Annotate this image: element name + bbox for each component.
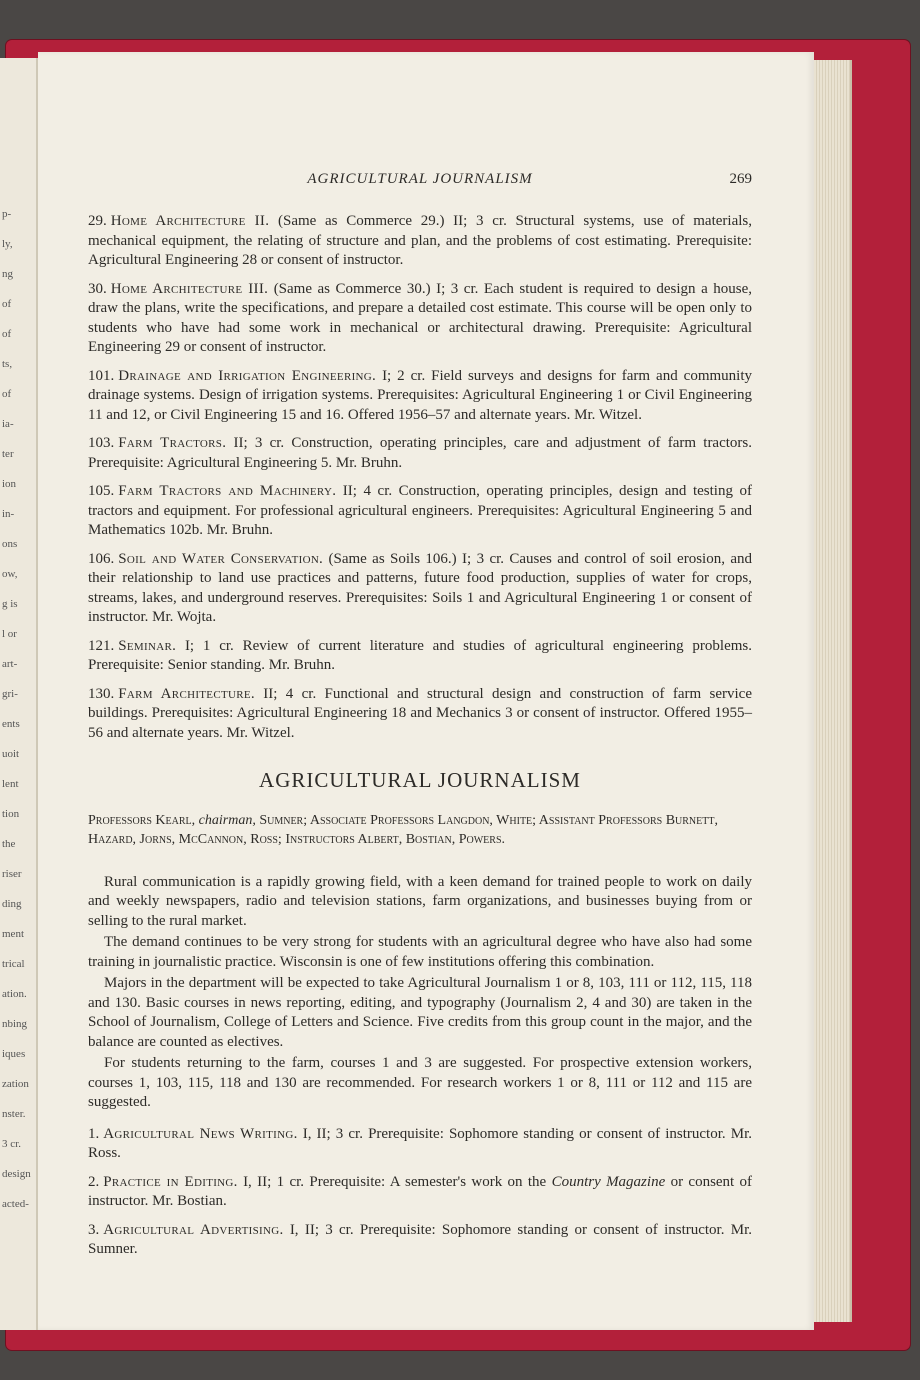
previous-page-fragment: the: [2, 838, 16, 850]
publication-title: Country Magazine: [551, 1173, 666, 1190]
course-entry: [88, 1173, 752, 1212]
course-number: 101.: [88, 367, 115, 384]
course-description: I, II; 3 cr. Prerequisite: Sophomore standing or consent of instructor. Mr. Sumner.: [88, 1221, 752, 1257]
course-name: Agricultural News Writing.: [103, 1125, 298, 1142]
faculty-chair-name: Professors Kearl,: [88, 812, 196, 828]
page-content: [88, 170, 752, 1269]
course-description: (Same as Commerce 30.) I; 3 cr. Each student is required to design a house, draw the plans, write the specifications, and prepare a detailed cost estimate. This course will be open only to students who have had some work in mechanical or architectural drawing. Prerequisite: Agricultural Engineering 29 or consent of instructor.: [88, 280, 752, 355]
previous-page-fragment: ia-: [2, 418, 14, 430]
course-number: 29.: [88, 213, 107, 229]
intro-paragraph: For students returning to the farm, courses 1 and 3 are suggested. For prospective extension workers, courses 1, 103, 115, 118 and 130 are recommended. For research workers 1 or 8, 111 or 112 and 115 are suggested.: [88, 1055, 752, 1110]
course-description: II; 4 cr. Functional and structural design and construction of farm service buildings. Prerequisites: Agricultural Engineering 18 and Mechanics 3 or consent of instructor. Offered 1955–56 and alternate years. Mr. Witzel.: [88, 685, 752, 741]
course-description-end: or consent of instructor. Mr. Bostian.: [88, 1173, 753, 1209]
course-entry: [88, 637, 752, 676]
section-intro: [88, 873, 752, 1113]
course-name: Drainage and Irrigation Engineering.: [118, 367, 377, 384]
previous-page-fragment: ts,: [2, 358, 13, 370]
course-name: Farm Tractors.: [118, 435, 227, 451]
previous-page-fragment: art-: [2, 658, 18, 670]
previous-page-fragment: ding: [2, 898, 22, 910]
course-number: 3.: [88, 1221, 100, 1238]
previous-page-fragment: of: [2, 328, 12, 340]
running-head: [88, 170, 752, 194]
course-entry: [88, 367, 752, 426]
course-name: Farm Tractors and Machinery.: [118, 483, 337, 499]
previous-page-fragment: gri-: [2, 688, 18, 700]
previous-page-fragment: ation.: [2, 988, 27, 1000]
course-entry: [88, 212, 752, 271]
course-number: 106.: [88, 550, 115, 567]
previous-page-fragment: acted-: [2, 1198, 29, 1210]
course-description: I, II; 1 cr. Prerequisite: A semester's work on the: [243, 1173, 547, 1190]
previous-page-fragment: 3 cr.: [2, 1138, 21, 1150]
course-description: I; 1 cr. Review of current literature and studies of agricultural engineering problems. Prerequisite: Senior standing. Mr. Bruhn.: [88, 637, 752, 673]
course-entry: [88, 1221, 752, 1260]
course-number: 2.: [88, 1173, 100, 1190]
faculty-list: [88, 811, 752, 849]
course-number: 103.: [88, 435, 115, 451]
previous-page-fragment: ment: [2, 928, 24, 940]
previous-page-fragment: nster.: [2, 1108, 26, 1120]
course-name: Agricultural Advertising.: [103, 1221, 284, 1238]
course-list-bottom: [88, 1125, 752, 1260]
faculty-members: Sumner; Associate Professors Langdon, White; Assistant Professors Burnett, Hazard, Jorns, McCannon, Ross; Instructors Albert, Bostian, Powers.: [88, 812, 718, 847]
running-head-title: AGRICULTURAL JOURNALISM: [307, 171, 533, 187]
previous-page-fragment: iques: [2, 1048, 26, 1060]
previous-page-fragment: ly,: [2, 238, 13, 250]
course-name: Soil and Water Conservation.: [118, 550, 324, 567]
previous-page-fragment: lent: [2, 778, 19, 790]
previous-page-fragment: in-: [2, 508, 15, 520]
course-name: Farm Architecture.: [118, 685, 255, 702]
previous-page-fragment: ons: [2, 538, 18, 550]
previous-page-fragment: tion: [2, 808, 20, 820]
previous-page-fragment: ow,: [2, 568, 18, 580]
course-number: 130.: [88, 685, 115, 702]
previous-page-fragment: ter: [2, 448, 14, 460]
page-fore-edge: [814, 60, 852, 1322]
course-description: I; 2 cr. Field surveys and designs for farm and community drainage systems. Design of irrigation systems. Prerequisites: Agricultural Engineering 1 or Civil Engineering 11 and 12, or Civil Engineering 15 and 16. Offered 1956–57 and alternate years. Mr. Witzel.: [88, 367, 752, 423]
course-description: (Same as Soils 106.) I; 3 cr. Causes and control of soil erosion, and their relationship to land use practices and patterns, future food production, supplies of water for crops, streams, lakes, and underground reserves. Prerequisites: Soils 1 and Agricultural Engineering 1 or consent of instructor. Mr. Wojta.: [88, 550, 752, 625]
course-name: Home Architecture II.: [110, 213, 270, 229]
intro-paragraph: Majors in the department will be expected to take Agricultural Journalism 1 or 8, 103, 111 or 112, 115, 118 and 130. Basic courses in news reporting, editing, and typography (Journalism 2, 4 and 30) are taken in the School of Journalism, College of Letters and Science. Five credits from this group count in the major, and the balance are counted as electives.: [88, 975, 752, 1050]
course-number: 121.: [88, 637, 115, 654]
faculty-chair-title: chairman,: [198, 812, 256, 828]
previous-page-fragment: uoit: [2, 748, 20, 760]
previous-page-fragment: l or: [2, 628, 17, 640]
course-number: 30.: [88, 280, 107, 297]
previous-page-fragment: nbing: [2, 1018, 28, 1030]
intro-paragraph: The demand continues to be very strong for students with an agricultural degree who have also had some training in journalistic practice. Wisconsin is one of few institutions offering this combination.: [88, 934, 752, 970]
previous-page-edge: [0, 58, 38, 1330]
previous-page-fragment: of: [2, 388, 12, 400]
previous-page-fragment: ion: [2, 478, 17, 490]
course-entry: [88, 550, 752, 628]
course-name: Seminar.: [118, 637, 177, 654]
previous-page-fragment: ng: [2, 268, 13, 280]
section-title: AGRICULTURAL JOURNALISM: [259, 768, 581, 792]
previous-page-fragment: riser: [2, 868, 22, 880]
course-description: (Same as Commerce 29.) II; 3 cr. Structural systems, use of materials, mechanical equipment, the relating of structure and plan, and the problems of cost estimating. Prerequisite: Agricultural Engineering 28 or consent of instructor.: [88, 213, 752, 268]
previous-page-fragment: design: [2, 1168, 31, 1180]
course-entry: [88, 434, 752, 473]
course-list-top: [88, 212, 752, 743]
course-description: II; 4 cr. Construction, operating principles, design and testing of tractors and equipment. For professional agricultural engineers. Prerequisites: Agricultural Engineering 5 and Mathematics 102b. Mr. Bruhn.: [88, 483, 752, 538]
course-entry: [88, 280, 752, 358]
previous-page-fragment: zation: [2, 1078, 29, 1090]
previous-page-fragment: ents: [2, 718, 20, 730]
course-name: Home Architecture III.: [110, 280, 269, 297]
course-description: II; 3 cr. Construction, operating principles, care and adjustment of farm tractors. Prerequisite: Agricultural Engineering 5. Mr. Bruhn.: [88, 435, 752, 471]
page-number: 269: [729, 171, 752, 187]
course-entry: [88, 685, 752, 744]
previous-page-fragment: trical: [2, 958, 25, 970]
course-entry: [88, 482, 752, 541]
previous-page-fragment: g is: [2, 598, 18, 610]
course-number: 105.: [88, 483, 115, 499]
previous-page-fragment: of: [2, 298, 12, 310]
course-description: I, II; 3 cr. Prerequisite: Sophomore standing or consent of instructor. Mr. Ross.: [88, 1125, 752, 1161]
course-name: Practice in Editing.: [103, 1173, 238, 1190]
course-number: 1.: [88, 1125, 100, 1142]
previous-page-fragment: p-: [2, 208, 12, 220]
course-entry: [88, 1125, 752, 1164]
intro-paragraph: Rural communication is a rapidly growing field, with a keen demand for trained people to work on daily and weekly newspapers, radio and television stations, farm organizations, and businesses buying from or selling to the rural market.: [88, 873, 752, 929]
